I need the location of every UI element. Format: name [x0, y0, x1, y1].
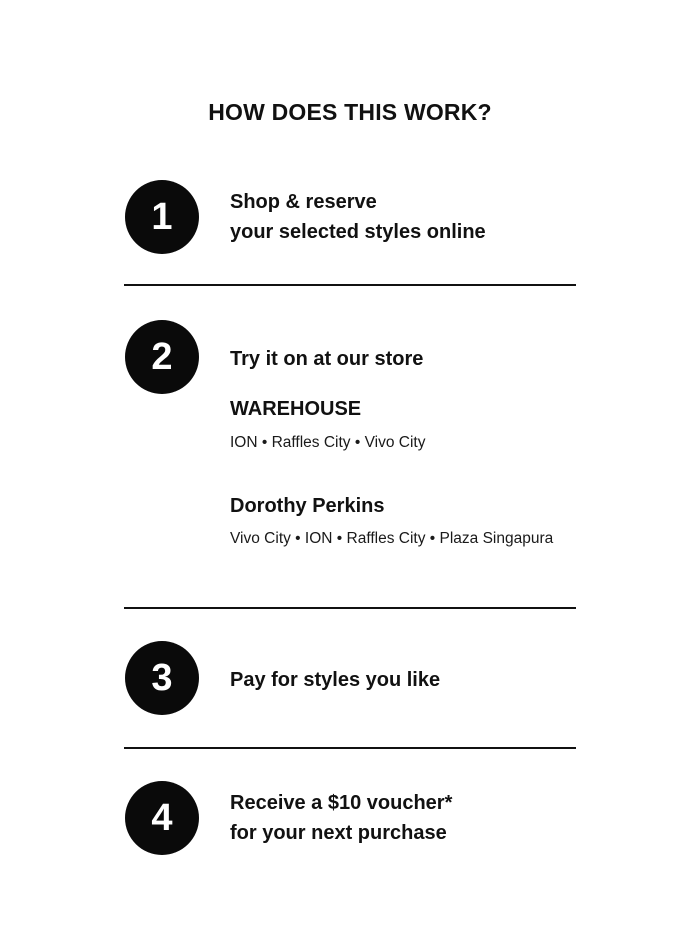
store-locations-warehouse: ION • Raffles City • Vivo City — [230, 434, 426, 451]
step-1-line-2: your selected styles online — [230, 221, 486, 243]
step-4-line-2: for your next purchase — [230, 822, 447, 844]
step-4-number-badge: 4 — [125, 781, 199, 855]
step-3-description — [230, 665, 440, 695]
step-divider-3 — [124, 747, 576, 749]
step-divider-1 — [124, 284, 576, 286]
step-4-description — [230, 788, 452, 848]
step-1-description — [230, 187, 486, 247]
step-divider-2 — [124, 607, 576, 609]
step-2-description — [230, 344, 423, 374]
store-name-dorothy-perkins: Dorothy Perkins — [230, 495, 385, 517]
step-1-number-badge: 1 — [125, 180, 199, 254]
step-2-number-badge: 2 — [125, 320, 199, 394]
store-name-warehouse: WAREHOUSE — [230, 398, 362, 420]
store-locations-dorothy-perkins: Vivo City • ION • Raffles City • Plaza Singapura — [230, 530, 554, 547]
step-3-number-badge: 3 — [125, 641, 199, 715]
step-1-line-1: Shop & reserve — [230, 191, 377, 213]
step-4-line-1: Receive a $10 voucher* — [230, 792, 453, 814]
page-title: HOW DOES THIS WORK? — [208, 99, 492, 125]
step-3-line-1: Pay for styles you like — [230, 669, 441, 691]
step-2-line-1: Try it on at our store — [230, 348, 424, 370]
